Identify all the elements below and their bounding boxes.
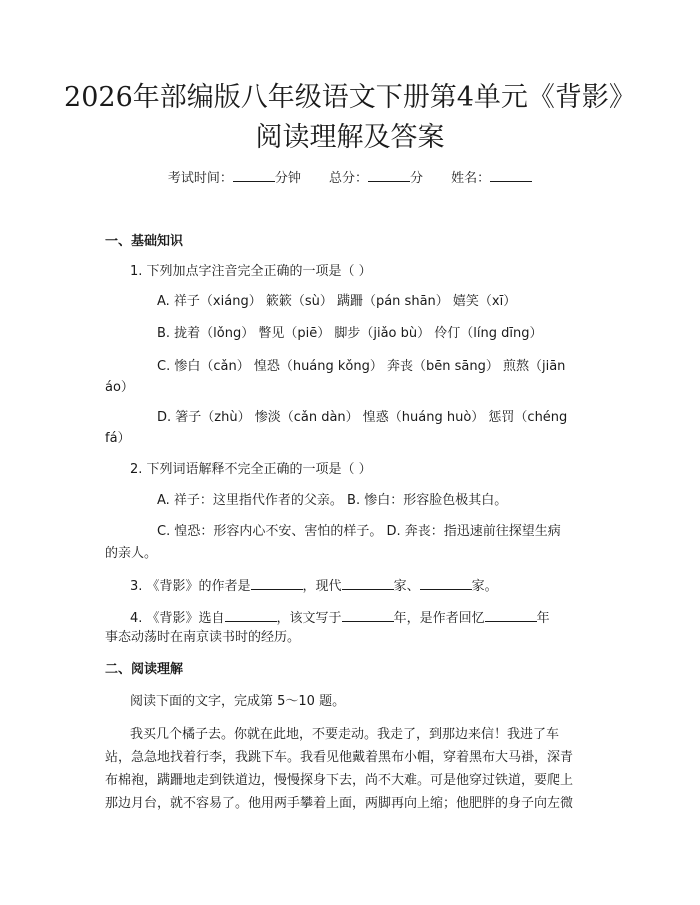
question-1-option-b[interactable]: B. 拢着（lǒng） 瞥见（piē） 脚步（jiǎo bù） 伶仃（líng dīng） (157, 326, 543, 341)
exam-info-line (0, 167, 700, 189)
score-unit: 分 (410, 171, 424, 186)
passage-line: 那边月台，就不容易了。他用两手攀着上面，两脚再向上缩；他肥胖的身子向左微 (105, 796, 574, 811)
passage-line: 站，急急地找着行李，我跳下车。我看见他戴着黑布小帽，穿着黑布大马褂，深青 (105, 750, 574, 765)
question-1-stem: 1. 下列加点字注音完全正确的一项是（ ） (130, 264, 372, 279)
score-label: 总分： (328, 171, 368, 186)
answer-blank[interactable] (251, 575, 303, 590)
answer-blank[interactable] (225, 607, 277, 622)
name-blank[interactable] (490, 167, 532, 182)
question-3: 3. 《背影》的作者是 ，现代 家、 家。 (130, 575, 498, 597)
reading-instruction: 阅读下面的文字，完成第 5～10 题。 (130, 694, 346, 709)
question-1-option-d-cont: fá） (105, 431, 131, 446)
question-1-option-c[interactable]: C. 惨白（cǎn） 惶恐（huáng kǒng） 奔丧（bēn sāng） 煎熬（jiān (157, 359, 566, 374)
document-title: 2026年部编版八年级语文下册第4单元《背影》阅读理解及答案 (64, 82, 636, 153)
question-2-options-cont: 的亲人。 (105, 546, 158, 561)
passage-line: 我买几个橘子去。你就在此地，不要走动。我走了，到那边来信！我进了车 (130, 727, 560, 742)
name-label: 姓名： (451, 171, 491, 186)
question-4-cont: 事态动荡时在南京读书时的经历。 (105, 630, 301, 645)
score-blank[interactable] (368, 167, 410, 182)
question-4: 4. 《背影》选自 ，该文写于 年，是作者回忆 年 (130, 607, 550, 629)
question-1-option-a[interactable]: A. 祥子（xiáng） 簌簌（sù） 蹒跚（pán shān） 嬉笑（xī） (157, 294, 517, 309)
section-heading-basics: 一、基础知识 (105, 234, 184, 249)
question-2-options-ab[interactable]: A. 祥子：这里指代作者的父亲。 B. 惨白：形容脸色极其白。 (157, 493, 508, 508)
answer-blank[interactable] (485, 607, 537, 622)
question-1-option-c-cont: áo） (105, 380, 134, 395)
passage-line: 布棉袍，蹒跚地走到铁道边，慢慢探身下去，尚不大难。可是他穿过铁道，要爬上 (105, 773, 574, 788)
question-1-option-d[interactable]: D. 箸子（zhù） 惨淡（cǎn dàn） 惶惑（huáng huò） 惩罚（chéng (157, 410, 568, 425)
section-heading-reading: 二、阅读理解 (105, 662, 184, 677)
answer-blank[interactable] (420, 575, 472, 590)
answer-blank[interactable] (342, 607, 394, 622)
time-blank[interactable] (233, 167, 275, 182)
time-label: 考试时间： (167, 171, 233, 186)
question-2-options-cd[interactable]: C. 惶恐：形容内心不安、害怕的样子。 D. 奔丧：指迅速前往探望生病 (157, 524, 561, 539)
question-2-stem: 2. 下列词语解释不完全正确的一项是（ ） (130, 462, 372, 477)
time-unit: 分钟 (274, 171, 301, 186)
answer-blank[interactable] (342, 575, 394, 590)
